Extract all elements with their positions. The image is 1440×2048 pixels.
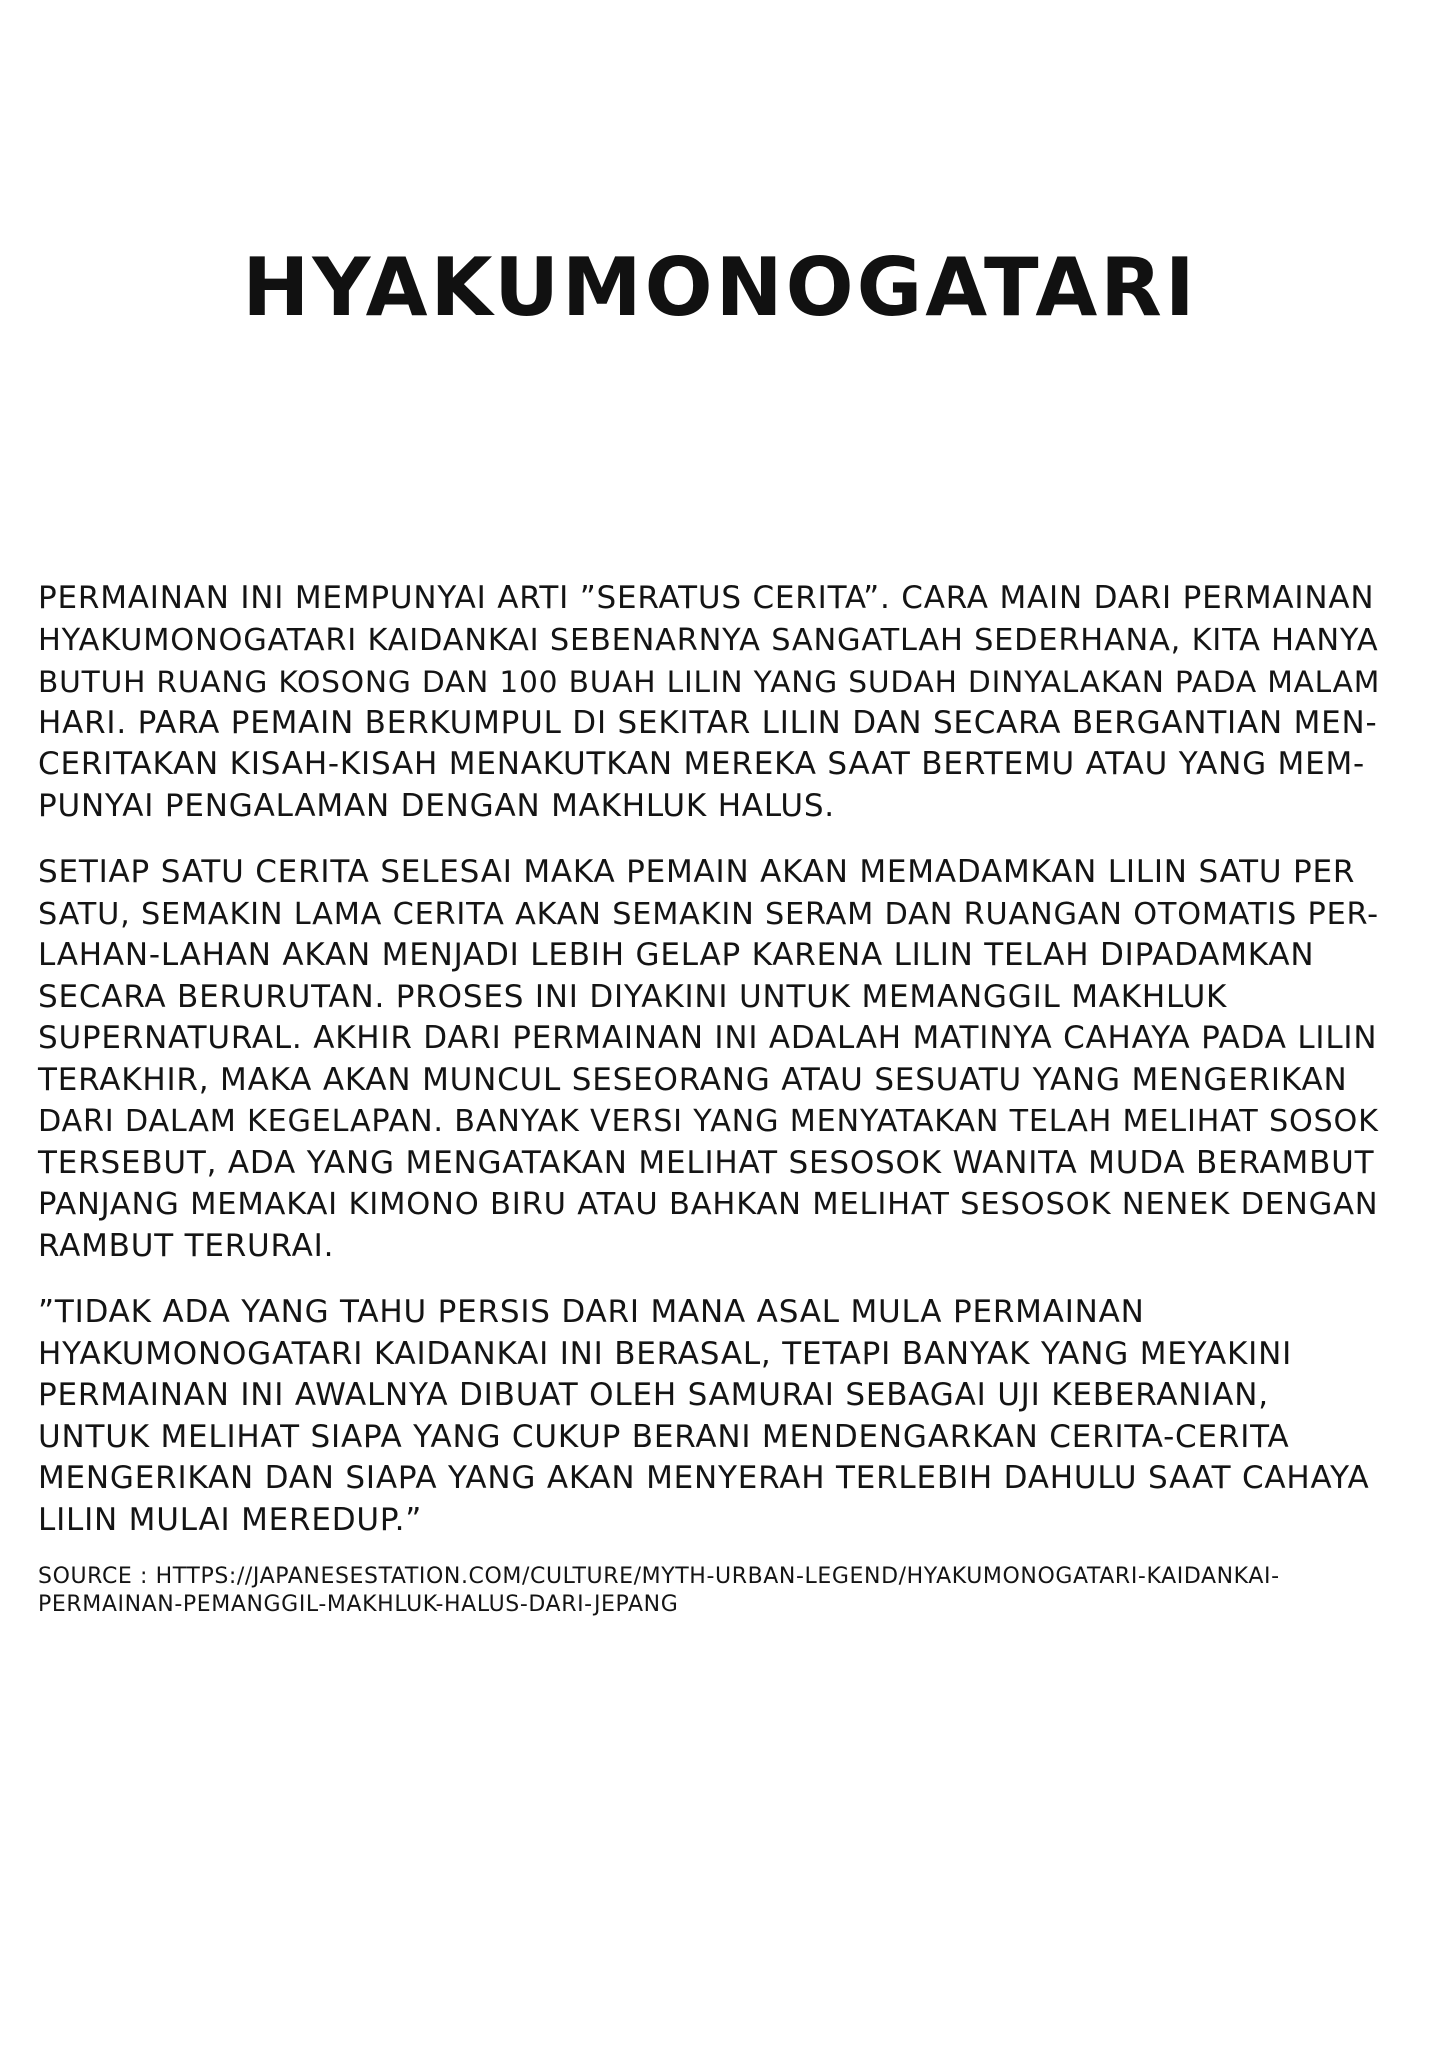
paragraph-line: PERMAINAN INI MEMPUNYAI ARTI ”SERATUS CERITA”. CARA MAIN DARI PERMAINAN [38,580,1375,616]
paragraph-line: BUTUH RUANG KOSONG DAN 100 BUAH LILIN YANG SUDAH DINYALAKAN PADA MALAM [38,664,1381,699]
paragraph-line: SECARA BERURUTAN. PROSES INI DIYAKINI UNTUK MEMANGGIL MAKHLUK [38,978,1228,1015]
paragraph-2 [38,852,1378,1267]
paragraph-line: TERAKHIR, MAKA AKAN MUNCUL SESEORANG ATAU SESUATU YANG MENGERIKAN [38,1061,1348,1098]
paragraph-line: CERITAKAN KISAH-KISAH MENAKUTKAN MEREKA SAAT BERTEMU ATAU YANG MEM- [38,746,1366,782]
paragraph-1 [38,578,1381,827]
source-line: PERMAINAN-PEMANGGIL-MAKHLUK-HALUS-DARI-JEPANG [38,1592,679,1617]
paragraph-line: PERMAINAN INI AWALNYA DIBUAT OLEH SAMURAI SEBAGAI UJI KEBERANIAN, [38,1377,1269,1413]
paragraph-line: HYAKUMONOGATARI KAIDANKAI INI BERASAL, TETAPI BANYAK YANG MEYAKINI [38,1335,1293,1372]
paragraph-line: SUPERNATURAL. AKHIR DARI PERMAINAN INI ADALAH MATINYA CAHAYA PADA LILIN [38,1020,1378,1056]
paragraph-line: LAHAN-LAHAN AKAN MENJADI LEBIH GELAP KARENA LILIN TELAH DIPADAMKAN [38,937,1315,973]
page-title: HYAKUMONOGATARI [242,241,1198,334]
paragraph-line: HARI. PARA PEMAIN BERKUMPUL DI SEKITAR LILIN DAN SECARA BERGANTIAN MEN- [38,704,1378,741]
paragraph-line: SATU, SEMAKIN LAMA CERITA AKAN SEMAKIN SERAM DAN RUANGAN OTOMATIS PER- [38,896,1379,932]
paragraph-line: HYAKUMONOGATARI KAIDANKAI SEBENARNYA SANGATLAH SEDERHANA, KITA HANYA [38,622,1379,658]
paragraph-line: SETIAP SATU CERITA SELESAI MAKA PEMAIN AKAN MEMADAMKAN LILIN SATU PER [38,854,1356,890]
paragraph-line: MENGERIKAN DAN SIAPA YANG AKAN MENYERAH TERLEBIH DAHULU SAAT CAHAYA [38,1460,1370,1496]
paragraph-line: ”TIDAK ADA YANG TAHU PERSIS DARI MANA ASAL MULA PERMAINAN [38,1294,1145,1330]
paragraph-line: RAMBUT TERURAI. [38,1227,335,1264]
paragraph-line: UNTUK MELIHAT SIAPA YANG CUKUP BERANI MENDENGARKAN CERITA-CERITA [38,1418,1290,1455]
paragraph-line: DARI DALAM KEGELAPAN. BANYAK VERSI YANG MENYATAKAN TELAH MELIHAT SOSOK [38,1104,1379,1139]
paragraph-line: LILIN MULAI MEREDUP.” [38,1501,423,1538]
paragraph-3-quote [38,1292,1378,1541]
paragraph-line: TERSEBUT, ADA YANG MENGATAKAN MELIHAT SESOSOK WANITA MUDA BERAMBUT [38,1144,1375,1181]
paragraph-line: PANJANG MEMAKAI KIMONO BIRU ATAU BAHKAN MELIHAT SESOSOK NENEK DENGAN [38,1187,1379,1222]
source-line: SOURCE : HTTPS://JAPANESESTATION.COM/CULTURE/MYTH-URBAN-LEGEND/HYAKUMONOGATARI-KAIDANKAI- [38,1564,1280,1589]
source-citation [38,1563,1398,1619]
paragraph-line: PUNYAI PENGALAMAN DENGAN MAKHLUK HALUS. [38,787,835,824]
